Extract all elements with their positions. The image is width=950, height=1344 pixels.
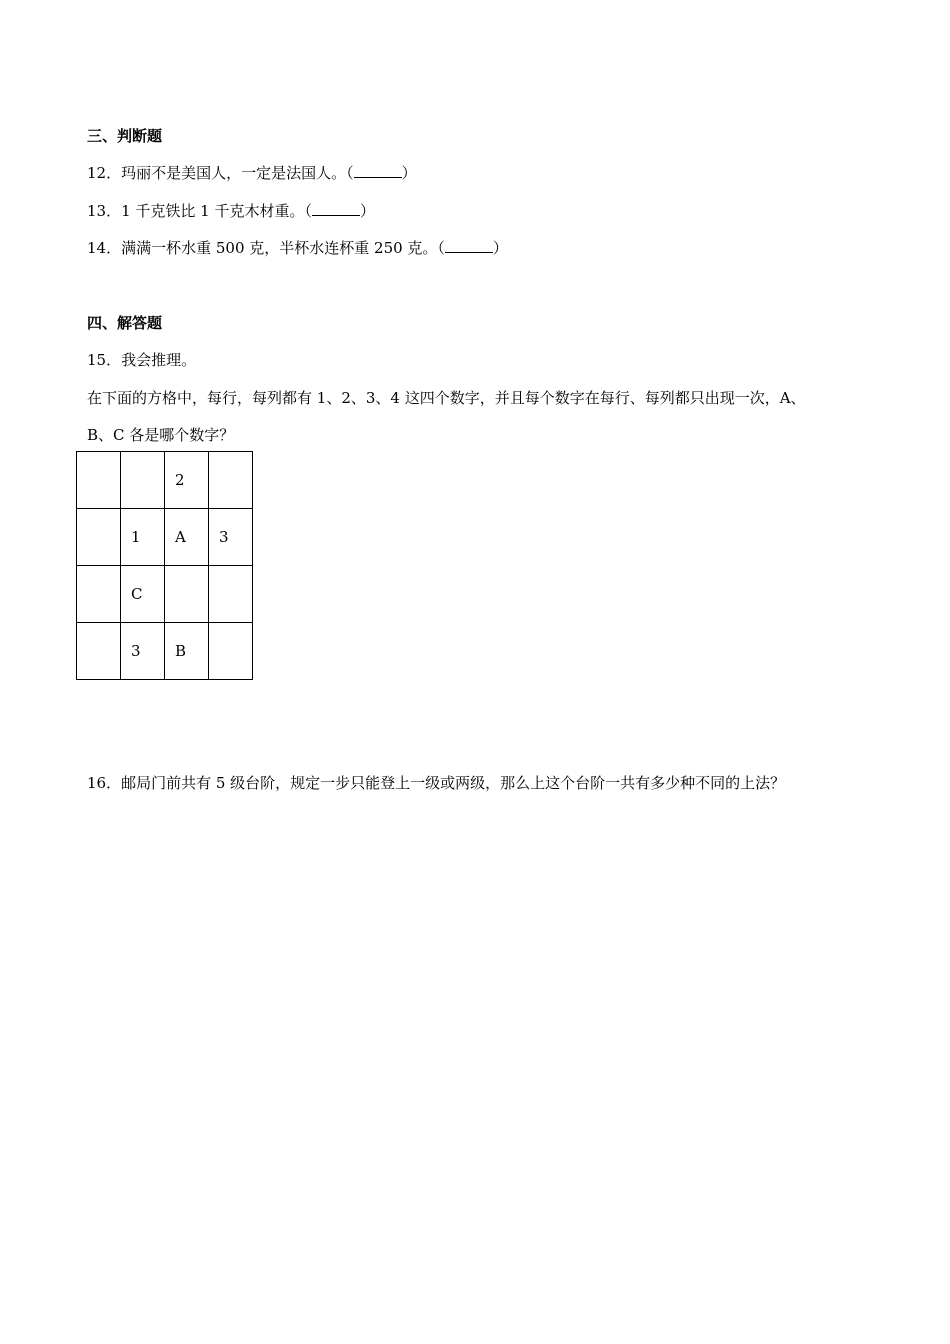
question-14-close: ）: [492, 239, 508, 257]
question-15-title: 15．我会推理。: [87, 351, 197, 369]
grid-cell: [77, 452, 121, 509]
grid-row: [77, 623, 253, 680]
section-4-heading: 四、解答题: [87, 314, 163, 332]
grid-cell: 1: [121, 509, 165, 566]
grid-row: [77, 566, 253, 623]
grid-row: [77, 509, 253, 566]
question-12-text: 12．玛丽不是美国人，一定是法国人。（: [87, 164, 354, 182]
question-16: 16．邮局门前共有 5 级台阶，规定一步只能登上一级或两级，那么上这个台阶一共有多少种不同的上法？: [87, 774, 786, 792]
logic-grid: [76, 451, 253, 680]
question-13: [87, 200, 375, 221]
grid-cell: [209, 452, 253, 509]
question-15-line-2: B、C 各是哪个数字？: [87, 426, 235, 444]
answer-blank-13[interactable]: [312, 201, 360, 216]
question-12: [87, 162, 417, 183]
question-12-close: ）: [401, 164, 417, 182]
question-13-text: 13．1 千克铁比 1 千克木材重。（: [87, 202, 312, 220]
grid-cell: [77, 566, 121, 623]
grid-cell: B: [165, 623, 209, 680]
grid-cell: [121, 452, 165, 509]
question-15-line-1: 在下面的方格中，每行，每列都有 1、2、3、4 这四个数字，并且每个数字在每行、每列都只出现一次，A、: [87, 389, 806, 407]
grid-cell: 3: [209, 509, 253, 566]
answer-blank-14[interactable]: [445, 238, 493, 253]
grid-cell: [165, 566, 209, 623]
grid-cell: 2: [165, 452, 209, 509]
question-14: [87, 237, 508, 258]
grid-cell: [77, 623, 121, 680]
grid-cell: [209, 623, 253, 680]
grid-cell: [209, 566, 253, 623]
question-14-text: 14．满满一杯水重 500 克，半杯水连杯重 250 克。（: [87, 239, 445, 257]
question-13-close: ）: [359, 202, 375, 220]
grid-cell: [77, 509, 121, 566]
grid-row: [77, 452, 253, 509]
grid-cell: 3: [121, 623, 165, 680]
grid-cell: A: [165, 509, 209, 566]
answer-blank-12[interactable]: [354, 163, 402, 178]
section-3-heading: 三、判断题: [87, 127, 163, 145]
grid-cell: C: [121, 566, 165, 623]
